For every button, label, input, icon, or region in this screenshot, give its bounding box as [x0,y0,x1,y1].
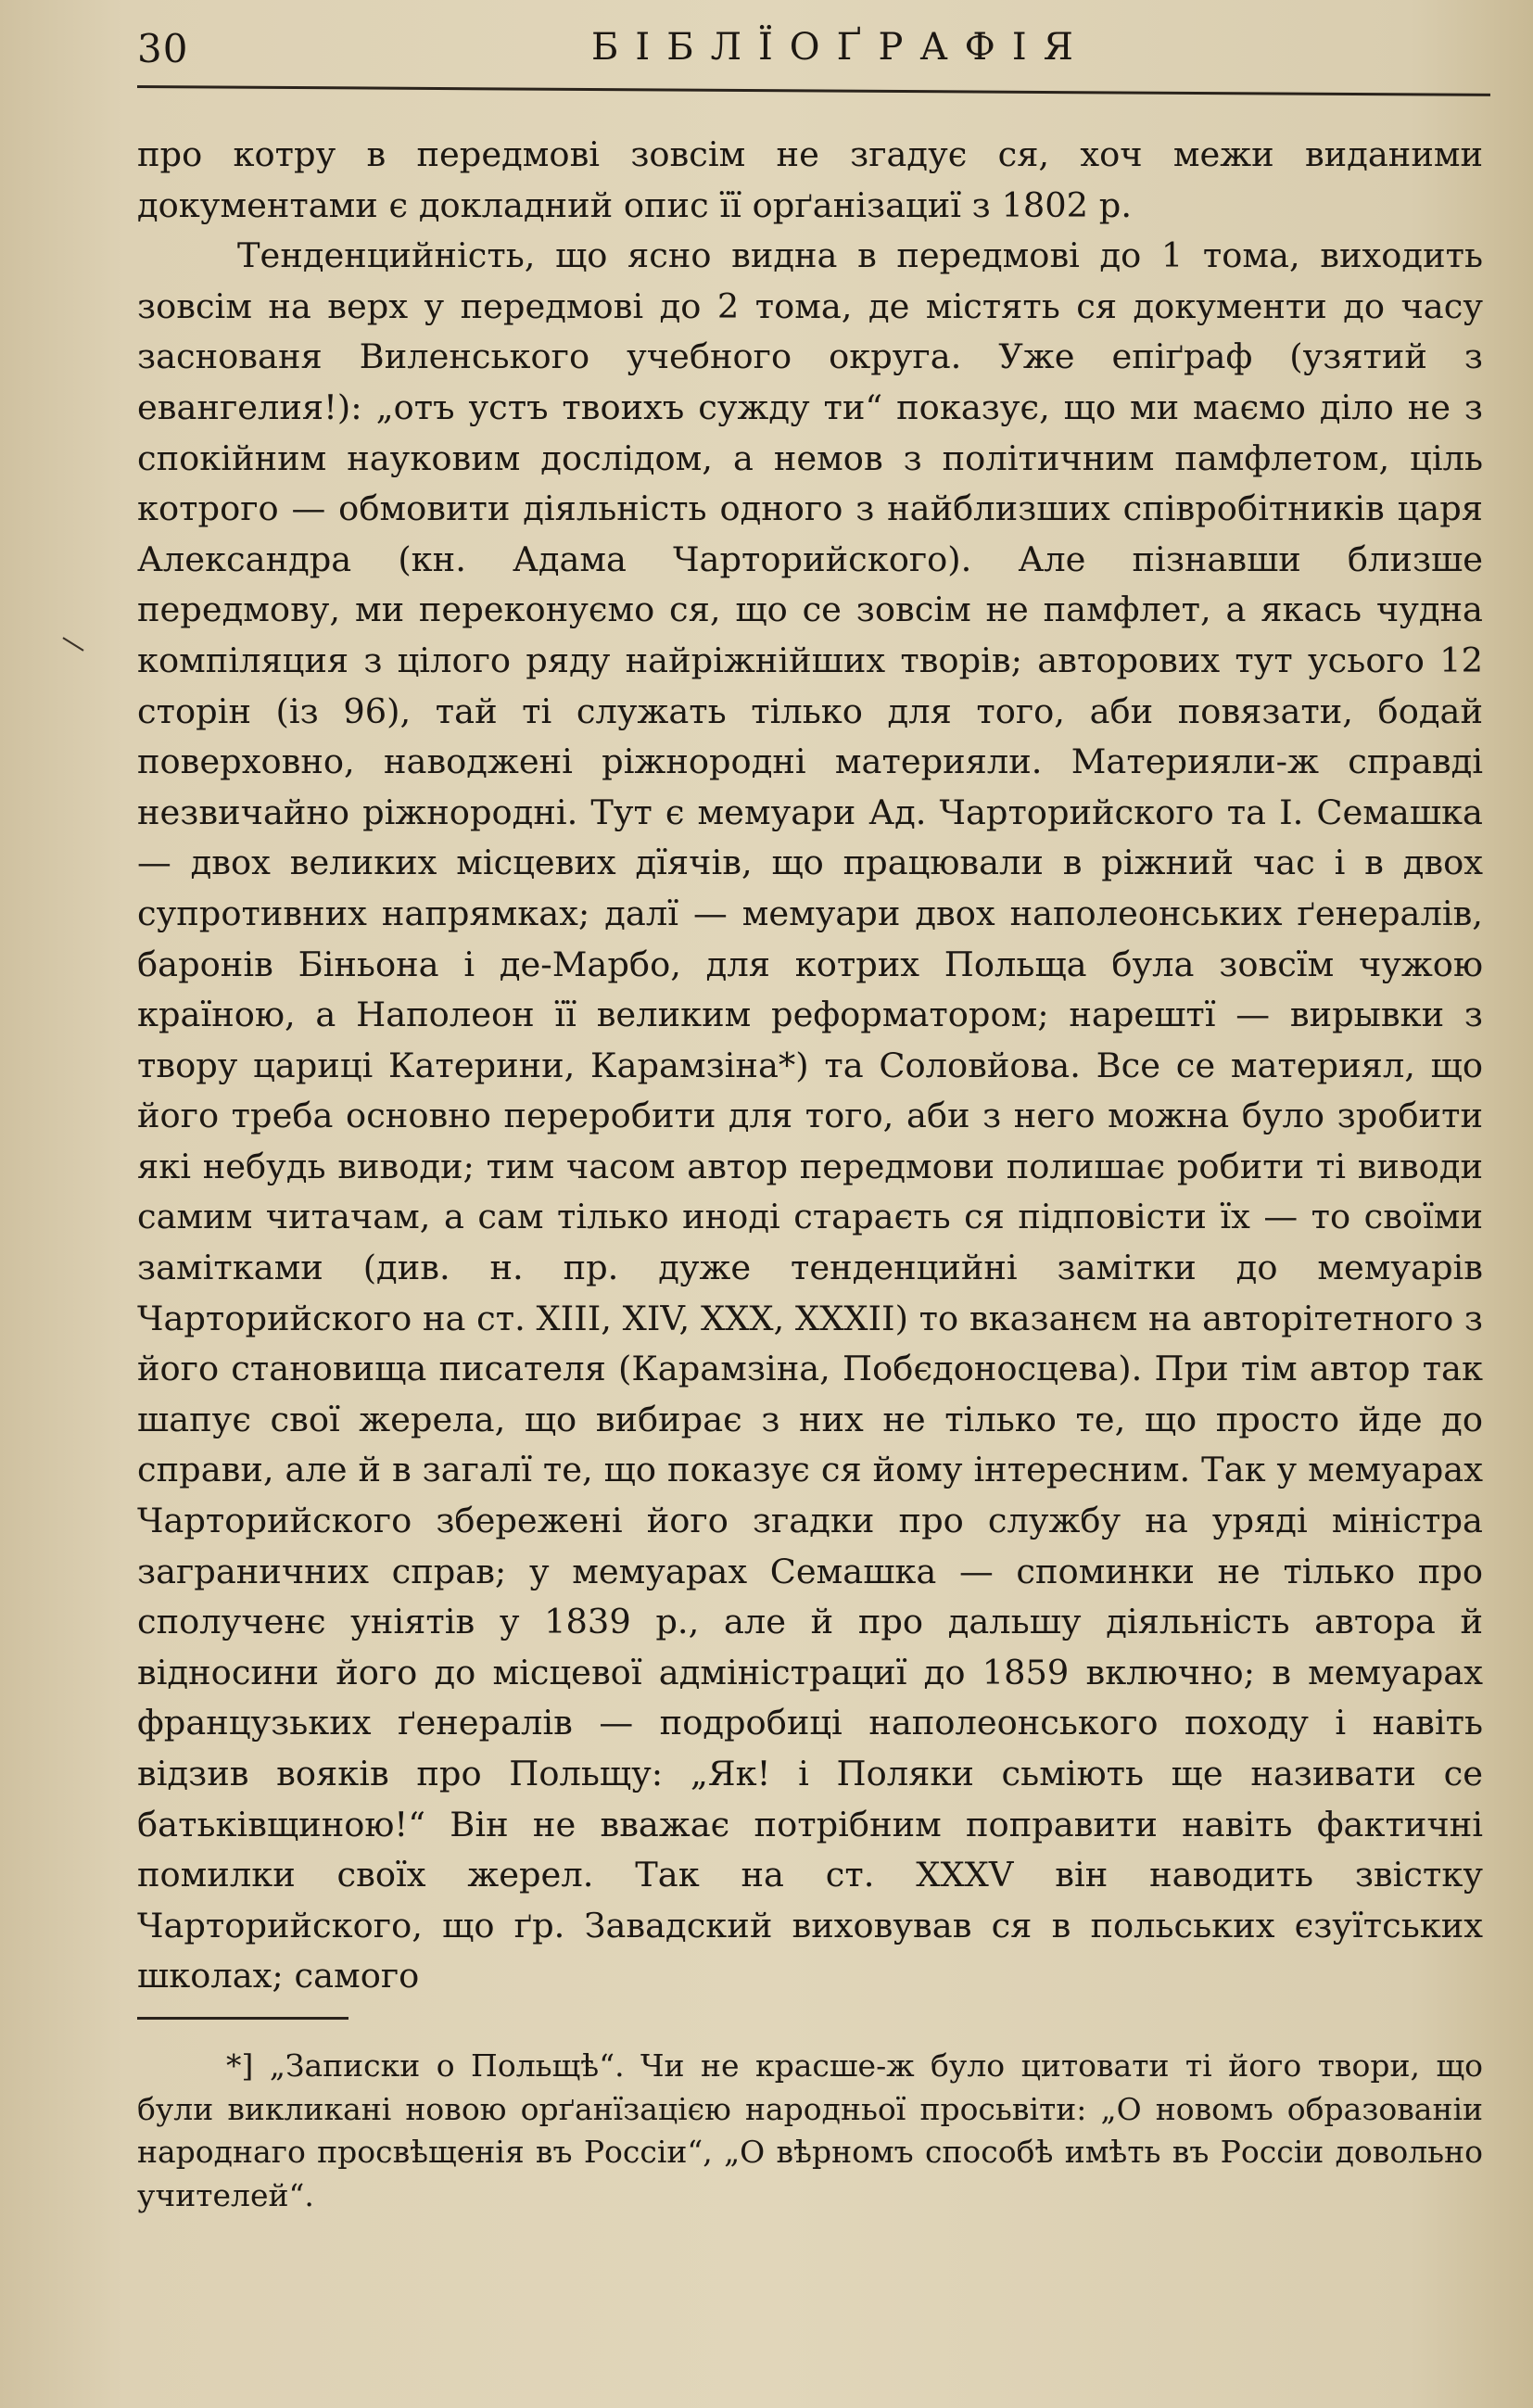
page-number: 30 [137,26,189,71]
footnote [137,2045,1483,2217]
main-text [137,130,1483,2002]
footnote-divider [137,2017,348,2020]
running-title: БІБЛЇОҐРАФІЯ [591,26,1090,69]
paragraph-2: Тенденцийність, що ясно видна в передмові до 1 тома, виходить зовсім на верх у передмові до 2 тома, де містять ся документи до часу заснованя Виленського учебного округа. Уже епіґраф (узятий з евангелия!): „отъ устъ твоихъ сужду ти“ показує, що ми маємо діло не з спокійним науковим дослідом, а немов з політичним памфлетом, ціль котрого — обмовити діяльність одного з найблизших співробітників царя Александра (кн. Адама Чарторийского). Але пізнавши близше передмову, ми переконуємо ся, що се зовсім не памфлет, а якась чудна компіляция з цілого ряду найріжнійших творів; авторових тут усього 12 сторін (із 96), тай ті служать тілько для того, аби повязати, бодай поверховно, наводжені ріжнородні материяли. Материяли-ж справді незвичайно ріжнородні. Тут є мемуари Ад. Чарторийского та І. Семашка — двох великих місцевих дїячів, що працювали в ріжний час і в двох супротивних напрямках; далї — мемуари двох наполеонських ґенералів, баронів Біньона і де-Марбо, для котрих Польща була зовсїм чужою країною, а Наполеон її великим реформатором; нарештї — вирывки з твору цариці Катерини, Карамзіна*) та Соловйова. Все се материял, що його треба основно переробити для того, аби з него можна було зробити які небудь виводи; тим часом автор передмови полишає робити ті виводи самим читачам, а сам тілько иноді стараєть ся підповісти їх — то своїми замітками (див. н. пр. дуже тенденцийні замітки до мемуарів Чарторийского на ст. XIII, XIV, XXX, XXXII) то вказанєм на авторітетного з його становища писателя (Карамзіна, Побєдоносцева). При тім автор так шапує свої жерела, що вибирає з них не тілько те, що просто йде до справи, але й в загалї те, що показує ся йому інтересним. Так у мемуарах Чарторийского збережені його згадки про службу на уряді міністра заграничних справ; у мемуарах Семашка — споминки не тілько про сполученє уніятів у 1839 р., але й про дальшу діяльність автора й відносини його до місцевої адміністрациї до 1859 включно; в мемуарах французьких ґенералів — подробиці наполеонського походу і навіть відзив вояків про Польщу: „Як! і Поляки сьміють ще називати се батьківщиною!“ Він не вважає потрібним поправити навіть фактичні помилки своїх жерел. Так на ст. XXXV він наводить звістку Чарторийского, що ґр. Завадский виховував ся в польських єзуїтських школах; самого [137,235,1483,1996]
header-rule [137,85,1490,96]
page-header [137,26,1490,82]
paragraph-1: про котру в передмові зовсім не згадує ся, хоч межи виданими документами є докладний опис її орґанізациї з 1802 р. [137,134,1483,225]
footnote-text: *] „Записки о Польщѣ“. Чи не красше-ж було цитовати ті його твори, що були викликані новою орґанїзацією народньої просьвіти: „О новомъ образованіи народнаго просвѣщенія въ Россіи“, „О вѣрномъ способѣ имѣть въ Россіи довольно учителей“. [137,2047,1483,2213]
margin-pencil-mark [62,637,83,651]
